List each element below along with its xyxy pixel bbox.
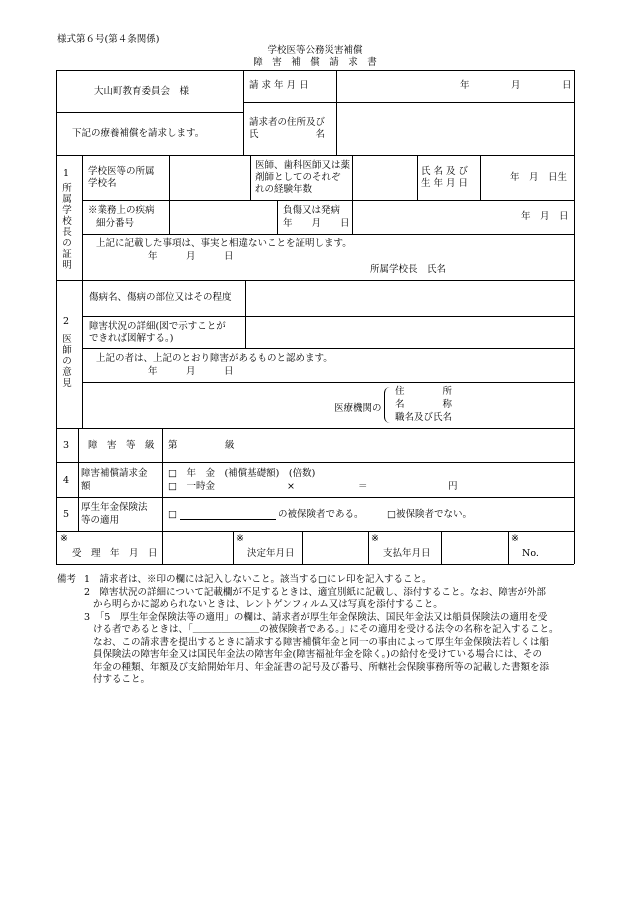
request-text: 下記の療養補償を請求します。 (72, 128, 205, 139)
section1-number: 1 (63, 168, 70, 179)
note-2-cont: から明らかに認められないときは、レントゲンフィルム又は写真を添付すること。 (93, 599, 443, 610)
notes-label: 備考 (57, 574, 77, 585)
section2-side-label: 医師の意見 (62, 334, 72, 389)
injury-name-field[interactable] (247, 282, 572, 314)
note-3-cont-2: なお、この請求書を提出するときに請求する障害補償年金と同一の事由によって厚生年金保険法若しくは船 (93, 637, 550, 648)
receipt-mark-1: ※ (60, 533, 68, 544)
opinion-text: 上記の者は、上記のとおり障害があるものと認めます。 (96, 353, 333, 364)
pension-law-label-2: 等の適用 (81, 515, 120, 526)
insured-text: の被保険者である。 (278, 509, 364, 520)
school-label-2: 学校名 (88, 178, 117, 189)
injury-date-label-2: 年 月 日 (283, 218, 350, 229)
certify-text: 上記に記載した事項は、事実と相違ないことを証明します。 (96, 238, 352, 249)
lump-sum-option[interactable]: □ 一時金 (168, 481, 215, 492)
note-1: 1 請求者は、※印の欄には記入しないこと。該当する□にレ印を記入すること。 (84, 574, 432, 585)
institution-name: 名 称 (395, 399, 453, 410)
form-number: 様式第６号(第４条関係) (57, 34, 160, 45)
institution-person: 職名及び氏名 (395, 412, 453, 423)
injury-name-label: 傷病名、傷病の部位又はその程度 (89, 292, 232, 303)
opinion-date: 年 月 日 (148, 366, 234, 377)
note-3-cont-5: 付すること。 (93, 674, 151, 685)
institution-brace (384, 387, 391, 423)
note-3-cont-3: 員保険法の障害年金又は国民年金法の障害年金(障害福祉年金を除く。)の給付を受けている場合には、その (93, 649, 542, 660)
section4-number: 4 (63, 475, 70, 486)
request-date-year: 年 (460, 80, 470, 91)
receipt-mark-3: ※ (371, 533, 379, 544)
law-name-underline[interactable] (180, 519, 276, 520)
injury-date-label: 負傷又は発病 (283, 205, 341, 216)
decided-date-label: 決定年月日 (247, 548, 295, 559)
receipt-mark-4: ※ (511, 533, 519, 544)
experience-label-2: 剤師としてのそれぞ (255, 172, 341, 183)
addressee: 大山町教育委員会 様 (94, 86, 190, 97)
certify-date: 年 月 日 (148, 251, 234, 262)
name-birth-label: 氏 名 及 び (421, 166, 469, 177)
amount-label: 障害補償請求金 (81, 468, 148, 479)
equals-sign: ＝ (358, 481, 368, 492)
section5-number: 5 (63, 509, 70, 520)
request-date-label: 請 求 年 月 日 (249, 80, 309, 91)
received-date-label: 受 理 年 月 日 (72, 548, 158, 559)
multiply-sign: × (287, 481, 295, 492)
not-insured-checkbox[interactable]: □被保険者でない。 (387, 509, 472, 520)
receipt-mark-2: ※ (236, 533, 244, 544)
grade-label: 障 害 等 級 (88, 440, 155, 451)
yen-unit: 円 (448, 481, 458, 492)
institution-label: 医療機関の (334, 403, 382, 414)
request-date-month: 月 (511, 80, 521, 91)
section2-number: 2 (63, 316, 70, 327)
claimant-label-name: 氏 名 (249, 129, 326, 140)
experience-label: 医師、歯科医師又は薬 (255, 160, 351, 171)
note-3-cont-4: 年金の種類、年額及び支給開始年月、年金証書の記号及び番号、所轄社会保険事務所等の記載した書類を添 (93, 662, 550, 673)
name-birth-label-2: 生 年 月 日 (421, 178, 469, 189)
note-3-cont-1: ける者であるときは、「＿＿＿＿＿＿＿の被保険者である。」にその適用を受ける法令の名称を記入すること。 (93, 624, 559, 635)
form-title: 学校医等公務災害補償 (267, 45, 363, 56)
pension-option[interactable]: □ 年 金 (補償基礎額) (倍数) (168, 468, 316, 479)
section3-number: 3 (63, 440, 70, 451)
claimant-label: 請求者の住所及び (249, 117, 326, 128)
birth-date-value: 年 月 日生 (510, 172, 568, 183)
detail-field[interactable] (247, 318, 572, 346)
paid-date-label: 支払年月日 (383, 548, 431, 559)
amount-label-2: 額 (81, 481, 91, 492)
experience-label-3: れの経験年数 (255, 184, 313, 195)
disease-label-2: 細分番号 (96, 218, 135, 229)
injury-date-value: 年 月 日 (521, 211, 569, 222)
disease-label: ※業務上の疾病 (88, 205, 155, 216)
note-3: 3 「5 厚生年金保険法等の適用」の欄は、請求者が厚生年金保険法、国民年金法又は船員保険法の適用を受 (84, 612, 548, 623)
detail-label-2: できれば図解する。) (89, 333, 174, 344)
school-label: 学校医等の所属 (88, 166, 155, 177)
form-subtitle: 障 害 補 償 請 求 書 (253, 57, 377, 68)
pension-law-label: 厚生年金保険法 (81, 502, 148, 513)
insured-checkbox[interactable]: □ (168, 509, 177, 520)
detail-label: 障害状況の詳細(図で示すことが (89, 321, 226, 332)
section1-side-label: 所属学校長の証明 (62, 183, 72, 271)
request-date-day: 日 (562, 80, 572, 91)
principal-signature: 所属学校長 氏名 (370, 264, 447, 275)
note-2: 2 障害状況の詳細について記載欄が不足するときは、適宜別紙に記載し、添付すること。なお、障害が外部 (84, 587, 546, 598)
claimant-field[interactable] (338, 104, 572, 153)
institution-address: 住 所 (395, 386, 453, 397)
grade-value: 第 級 (168, 440, 235, 451)
receipt-number-label: No. (522, 548, 539, 559)
